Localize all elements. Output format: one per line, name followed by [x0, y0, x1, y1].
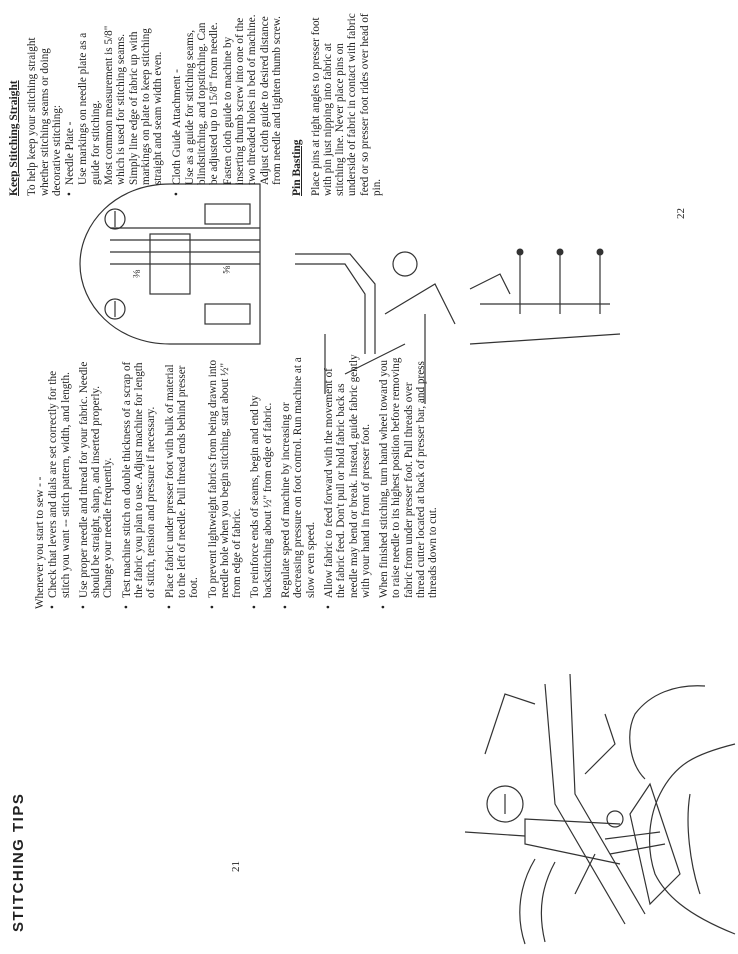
list-item: • Test machine stitch on double thickness of a scrap of the fabric you plan to use. Adjust machine for length of stitch, tension and pressure if necessary. [120, 361, 158, 609]
marking-five-eighths: ⅝ [221, 265, 233, 274]
list-item: • Allow fabric to feed forward with the movement of the fabric feed. Don't pull or hold fabric back as needle may bend or break. Instead, guide fabric gently with your hand in front of presser foot. [322, 354, 372, 609]
list-item: • Regulate speed of machine by increasing or decreasing pressure on foot control. Run machine at a slow even speed. [280, 357, 317, 609]
pin-basting-text: Place pins at right angles to presser foot with pin just nipping into fabric at stitching line. Never place pins on underside of fabric in contact with fabric feed or so presser foot rides over head of pin. [309, 13, 384, 196]
right-text-column [8, 11, 384, 196]
cloth-guide-item: • Cloth Guide Attachment - Use as a guide for stitching seams, blindstitching, and topstitching. Can be adjusted up to 15/8" from needle. Fasten cloth guide to machine by inserting thumb screw into one of the two threaded holes in bed of machine. Adjust cloth guide to desired distance from needle and tighten thumb screw. [170, 14, 283, 196]
needle-plate-item: • Needle Plate - Use markings on needle plate as a guide for stitching. Most common measurement is 5/8" which is used for stitching seams. Simply line edge of fabric up with markings on plate to keep stitching straight and seam width even. [64, 25, 165, 196]
page-number-left: 21 [230, 861, 242, 872]
list-item: • Use proper needle and thread for your fabric. Needle should be straight, sharp, and inserted properly. Change your needle frequently. [77, 361, 115, 609]
list-item: • When finished stitching, turn hand wheel toward you to raise needle to its highest position before removing fabric from under presser foot. Pull threads over thread cutter located at back of presser bar, and press threads down to cut. [378, 357, 440, 609]
section-heading-pin-basting: Pin Basting [291, 139, 304, 196]
list-item: • To reinforce ends of seams, begin and end by backstitching about ½" from edge of fabric. [249, 395, 274, 609]
section-heading-keep-straight: Keep Stitching Straight [8, 80, 20, 196]
cloth-guide-illustration [285, 194, 465, 414]
list-item: • To prevent lightweight fabrics from being drawn into needle hole when you begin stitching, start about ½" from edge of fabric. [206, 359, 244, 609]
list-item: • Check that levers and dials are set correctly for the stitch you want -- stitch pattern, width, and length. [47, 370, 72, 609]
intro-text: Whenever you start to sew - - [34, 476, 46, 609]
pin-basting-illustration [460, 224, 630, 364]
marking-three-eighths: ⅜ [131, 269, 143, 278]
presser-foot-illustration [590, 774, 720, 914]
section-intro: To help keep your stitching straight whether stitching seams or doing decorative stitching: [26, 37, 63, 196]
page-title: STITCHING TIPS [10, 792, 27, 932]
list-item: • Place fabric under presser foot with bulk of material to the left of needle. Pull thread ends behind presser foot. [163, 364, 201, 609]
page-number-right: 22 [675, 208, 687, 219]
